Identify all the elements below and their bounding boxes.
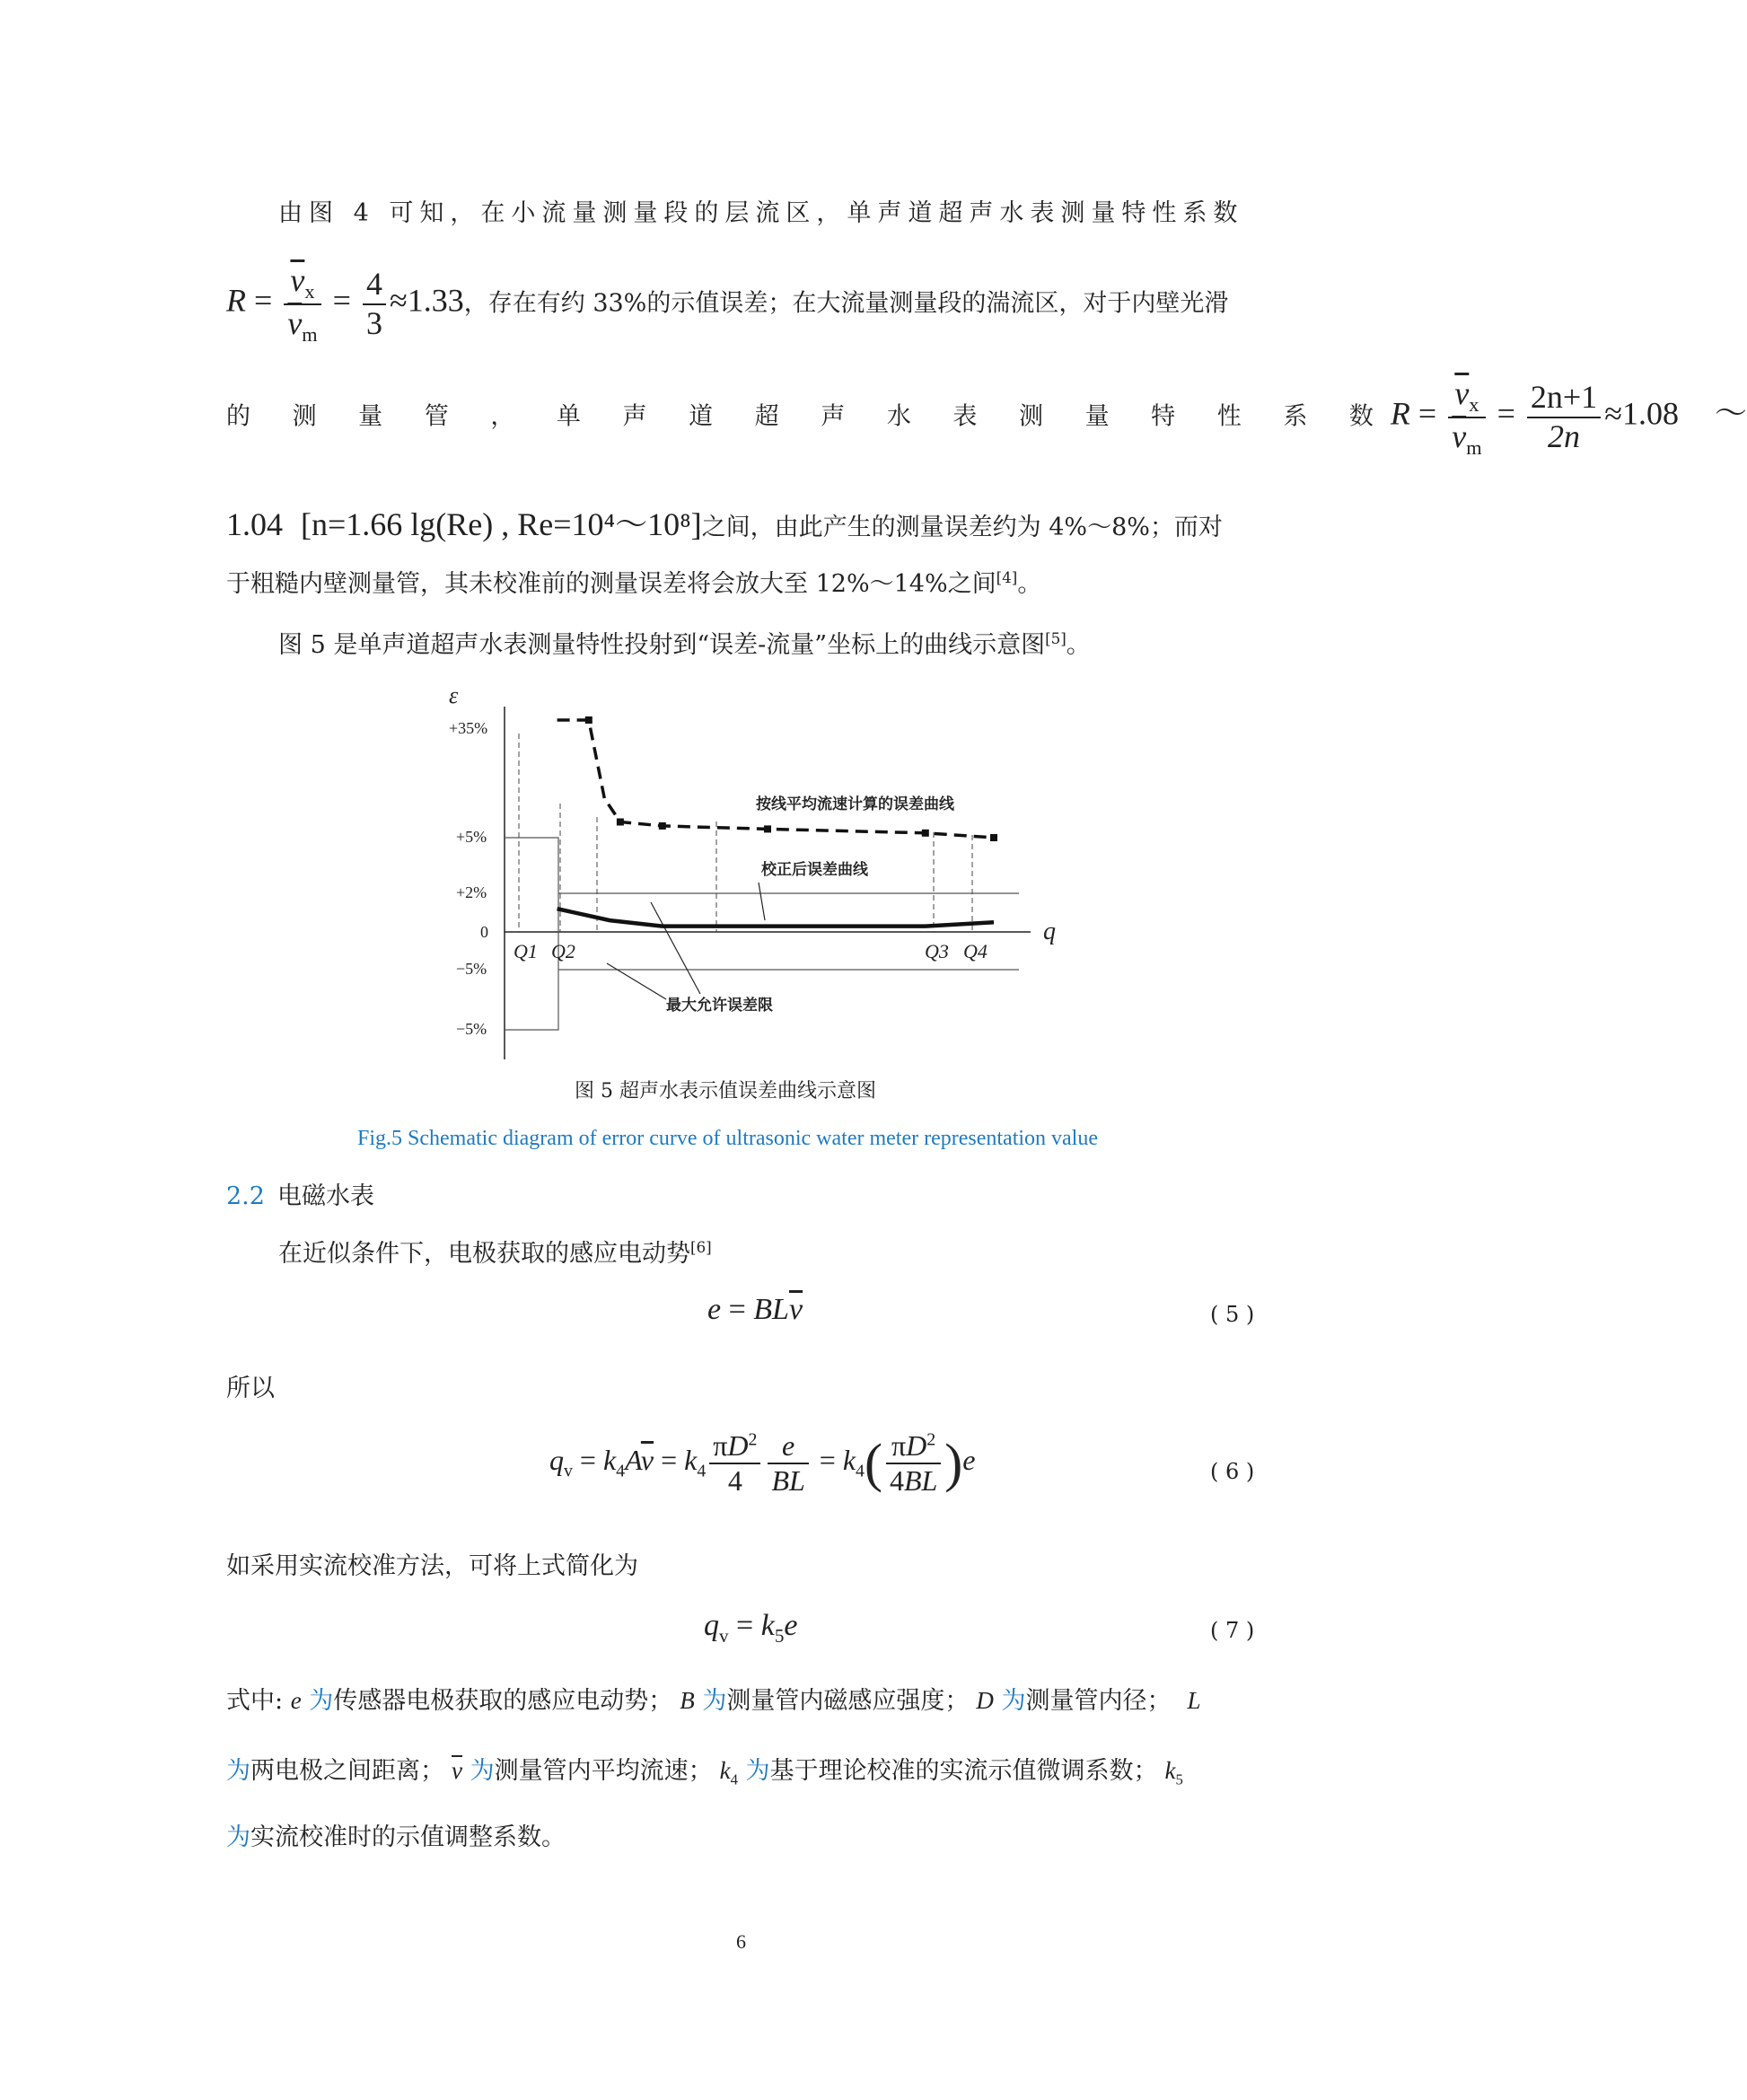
marker-q1: Q1	[514, 940, 538, 962]
fraction-2n1-2n: $\frac{2n+1}{2n}$	[1527, 379, 1601, 455]
suoyi-text: 所以	[226, 1375, 275, 1402]
tick-zero: 0	[480, 923, 488, 941]
series-point	[990, 834, 997, 841]
annotation-corrected: 校正后误差曲线	[761, 861, 868, 879]
series-point	[617, 819, 624, 826]
definitions-line2: 为两电极之间距离； $\overline{v}$ 为测量管内平均流速； $k_4$ 为基于理论校准的实流示值微调系数； $k_5$	[226, 1757, 1183, 1788]
section-heading	[226, 1176, 374, 1211]
annotation-max-limit: 最大允许误差限	[666, 997, 773, 1015]
para1-line2-text: ，存在有约 33%的示值误差；在大流量测量段的湍流区，对于内壁光滑	[463, 289, 1229, 318]
limit-low-flow	[505, 838, 558, 1030]
ref-4: [4]	[996, 568, 1018, 586]
ref-6: [6]	[690, 1238, 712, 1256]
fraction-vx-vm: $\frac{\overline{v}_x}{\overline{v}_m}$	[284, 262, 320, 347]
para1-line5: 于粗糙内壁测量管，其未校准前的测量误差将会放大至 12%～14%之间[4]。	[226, 568, 1042, 598]
para1-line1: 由图 4 可知，在小流量测量段的层流区，单声道超声水表测量特性系数	[278, 199, 1244, 227]
tick-minus2: −5%	[456, 960, 487, 978]
series-point	[764, 825, 771, 832]
marker-q4: Q4	[963, 940, 988, 962]
page-number: 6	[736, 1930, 746, 1953]
equation-7-number: ( 7 )	[1210, 1618, 1255, 1643]
series-point	[922, 830, 929, 837]
value-133: ≈1.33	[389, 282, 464, 319]
definitions-line1: 式中: e 为传感器电极获取的感应电动势； B 为测量管内磁感应强度； D 为测量管内径； L	[226, 1687, 1201, 1715]
tick-minus5: −5%	[456, 1020, 487, 1038]
equation-6-number: ( 6 )	[1210, 1459, 1255, 1484]
chart-series-group	[557, 716, 997, 927]
equation-6: $q_v = k_4A\overline{v} = k_4$ $\frac{\pi D^2}{4}$ $\frac{e}{BL}$ = $k_4$( $\frac{\pi D^2}{4BL}$ )e	[549, 1429, 976, 1497]
series-point	[585, 716, 593, 724]
series-corrected-error-curve	[557, 909, 994, 926]
marker-q3: Q3	[925, 940, 949, 962]
error-curve-chart	[431, 678, 1077, 1064]
annotation-line-avg: 按线平均流速计算的误差曲线	[756, 795, 954, 813]
para1-line2: R = $\frac{\overline{v}_x}{\overline{v}_m}$ = $\frac{4}{3}$ ≈1.33，存在有约 33%的示值误差；在大流量测量段的湍流区，对于内壁光滑	[226, 262, 1229, 347]
para4: 如采用实流校准方法，可将上式简化为	[226, 1552, 638, 1580]
tick-plus5: +5%	[456, 828, 487, 846]
series-point	[659, 822, 666, 830]
equation-7: $q_v = k_5e$	[704, 1609, 798, 1647]
para2: 图 5 是单声道超声水表测量特性投射到“误差-流量”坐标上的曲线示意图[5]。	[278, 629, 1091, 659]
equation-5: $e = BL\overline{v}$	[707, 1293, 803, 1326]
formula-R: R	[226, 282, 246, 319]
tick-plus2: +2%	[456, 883, 487, 901]
x-axis-label: q	[1043, 918, 1056, 945]
definitions-line3: 为实流校准时的示值调整系数。	[226, 1823, 566, 1851]
section-number: 2.2	[226, 1182, 265, 1210]
fraction-4-3: $\frac{4}{3}$	[363, 266, 386, 342]
para1-line4: 1.04 [n=1.66 lg(Re) , Re=10⁴～10⁸]之间，由此产生的测量误差约为 4%～8%；而对	[226, 506, 1223, 542]
para3: 在近似条件下，电极获取的感应电动势[6]	[278, 1238, 712, 1268]
y-axis-label: ε	[449, 682, 459, 708]
figure-caption-en: Fig.5 Schematic diagram of error curve of ultrasonic water meter representation value	[357, 1127, 1098, 1150]
figure-caption-zh: 图 5 超声水表示值误差曲线示意图	[575, 1080, 876, 1103]
para1-line3: 的 测 量 管 ， 单 声 道 超 声 水 表 测 量 特 性 系 数R = $\frac{\overline{v}_x}{\overline{v}_m}$ = $\frac{2n+1}{2n}$ ≈1.08 ～	[226, 375, 1747, 460]
section-title: 电磁水表	[277, 1182, 374, 1210]
ref-5: [5]	[1045, 629, 1067, 647]
marker-q2: Q2	[551, 940, 575, 962]
equation-5-number: ( 5 )	[1210, 1302, 1255, 1327]
re-bracket: [n=1.66 lg(Re) , Re=10⁴～10⁸]	[301, 506, 702, 542]
tick-plus35: +35%	[449, 719, 488, 737]
